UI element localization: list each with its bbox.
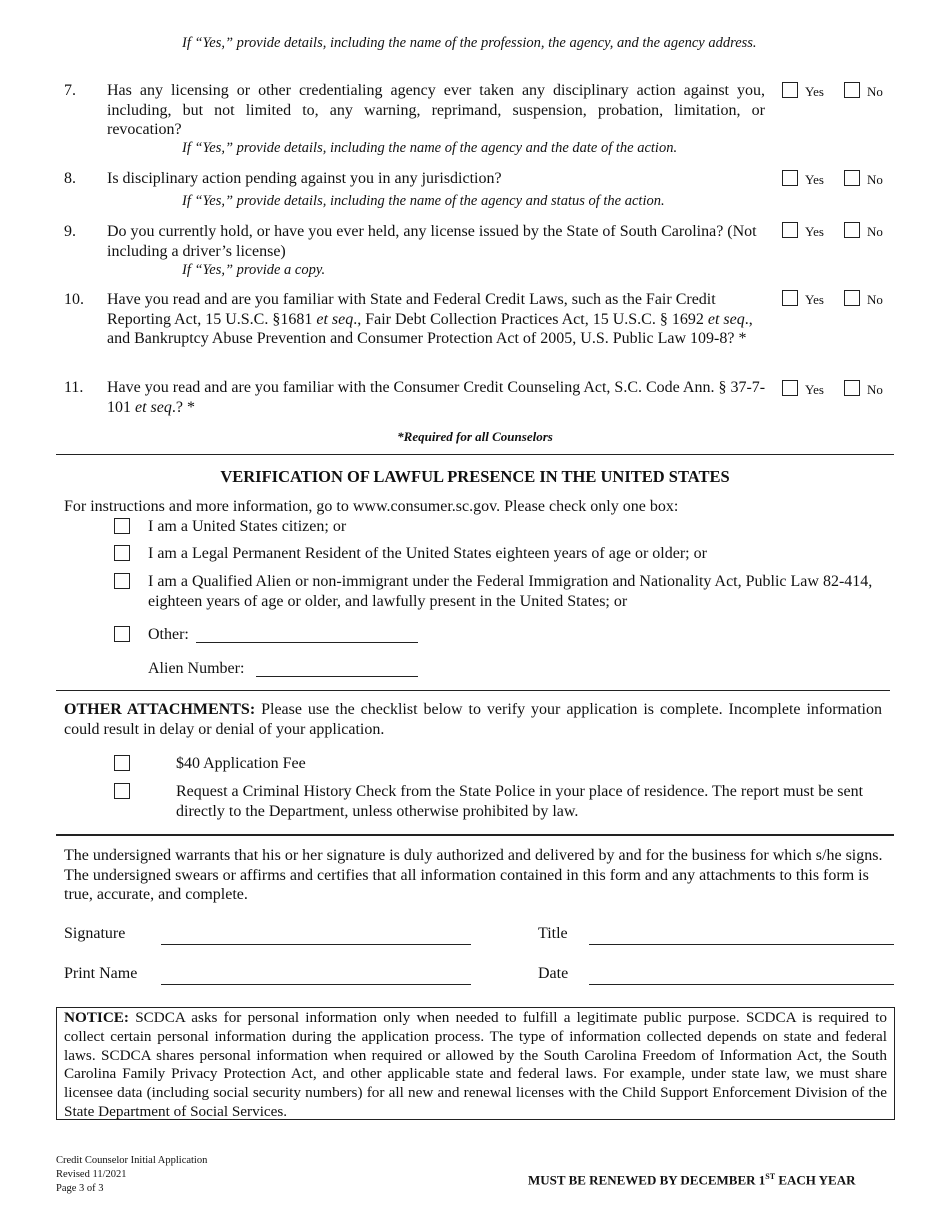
footer-revised: Revised 11/2021 bbox=[56, 1169, 127, 1180]
other-label: Other: bbox=[148, 626, 189, 643]
q10-yes-label: Yes bbox=[805, 292, 824, 307]
alien-number-input-line[interactable] bbox=[256, 676, 418, 677]
q6-detail: If “Yes,” provide details, including the name of the profession, the agency, and the agency address. bbox=[182, 35, 757, 51]
verification-heading: VERIFICATION OF LAWFUL PRESENCE IN THE UNITED STATES bbox=[220, 467, 730, 486]
q10-number: 10. bbox=[64, 291, 84, 308]
q11-yes-label: Yes bbox=[805, 382, 824, 397]
q9-text: Do you currently hold, or have you ever held, any license issued by the State of South Carolina? (Not including a driver’s license) bbox=[107, 223, 757, 260]
signature-input-line[interactable] bbox=[161, 944, 471, 945]
q7-no-label: No bbox=[867, 84, 883, 99]
qualified-alien-checkbox[interactable] bbox=[114, 573, 130, 589]
title-label: Title bbox=[538, 925, 568, 942]
q8-yes-label: Yes bbox=[805, 172, 824, 187]
permanent-resident-option: I am a Legal Permanent Resident of the United States eighteen years of age or older; or bbox=[148, 545, 707, 562]
q11-no-label: No bbox=[867, 382, 883, 397]
warrant-text: The undersigned warrants that his or her signature is duly authorized and delivered by and for the business for which s/he signs. The undersigned swears or affirms and certifies that all information contained in this form and any attachments to this form is true, accurate, and complete. bbox=[64, 847, 883, 903]
footer-page: Page 3 of 3 bbox=[56, 1183, 104, 1194]
criminal-history-checkbox[interactable] bbox=[114, 783, 130, 799]
q8-detail: If “Yes,” provide details, including the name of the agency and status of the action. bbox=[182, 193, 665, 209]
other-checkbox[interactable] bbox=[114, 626, 130, 642]
footer-form-name: Credit Counselor Initial Application bbox=[56, 1155, 208, 1166]
required-note: *Required for all Counselors bbox=[397, 429, 553, 444]
q10-no-label: No bbox=[867, 292, 883, 307]
footer-left bbox=[56, 1154, 207, 1196]
q9-yes-checkbox[interactable] bbox=[782, 222, 798, 238]
date-input-line[interactable] bbox=[589, 984, 894, 985]
q7-yes-checkbox[interactable] bbox=[782, 82, 798, 98]
print-name-input-line[interactable] bbox=[161, 984, 471, 985]
application-fee-checkbox[interactable] bbox=[114, 755, 130, 771]
q11-no-checkbox[interactable] bbox=[844, 380, 860, 396]
q9-number: 9. bbox=[64, 223, 76, 240]
q7-detail: If “Yes,” provide details, including the name of the agency and the date of the action. bbox=[182, 140, 678, 156]
q7-text: Has any licensing or other credentialing agency ever taken any disciplinary action against you, including, but not limited to, any warning, reprimand, suspension, probation, limitation, or revocation? bbox=[107, 82, 765, 138]
divider bbox=[56, 834, 894, 836]
q7-no-checkbox[interactable] bbox=[844, 82, 860, 98]
q8-number: 8. bbox=[64, 170, 76, 187]
other-input-line[interactable] bbox=[196, 642, 418, 643]
renewal-notice: MUST BE RENEWED BY DECEMBER 1ST EACH YEAR bbox=[528, 1172, 856, 1188]
q10-text: Have you read and are you familiar with State and Federal Credit Laws, such as the Fair Credit Reporting Act, 15 U.S.C. §1681 et seq., Fair Debt Collection Practices Act, 15 U.S.C. § 1692 et seq., and Bankruptcy Abuse Prevention and Consumer Protection Act of 2005, U.S. Public Law 109-8? * bbox=[107, 291, 753, 347]
q9-yes-label: Yes bbox=[805, 224, 824, 239]
q7-number: 7. bbox=[64, 82, 76, 99]
print-name-label: Print Name bbox=[64, 965, 138, 982]
q8-no-label: No bbox=[867, 172, 883, 187]
divider bbox=[56, 690, 890, 691]
attachments-intro: OTHER ATTACHMENTS: Please use the checklist below to verify your application is complete. Incomplete information could result in delay or denial of your application. bbox=[64, 701, 882, 738]
citizen-option: I am a United States citizen; or bbox=[148, 518, 347, 535]
criminal-history-item: Request a Criminal History Check from the State Police in your place of residence. The report must be sent directly to the Department, unless otherwise prohibited by law. bbox=[176, 783, 864, 820]
q9-no-checkbox[interactable] bbox=[844, 222, 860, 238]
q9-no-label: No bbox=[867, 224, 883, 239]
notice-text: NOTICE: SCDCA asks for personal information only when needed to fulfill a legitimate public purpose. SCDCA is required to collect certain personal information during the application process. The type of information collected depends on state and federal laws. SCDCA shares personal information when required or allowed by the South Carolina Freedom of Information Act, the South Carolina Family Privacy Protection Act, and other applicable state and federal laws. For example, under state law, we must share licensee data (including social security numbers) for all new and renewal licenses with the Child Support Enforcement Division of the State Department of Social Services. bbox=[64, 1009, 887, 1120]
q7-yes-label: Yes bbox=[805, 84, 824, 99]
alien-number-label: Alien Number: bbox=[148, 660, 245, 677]
q11-text: Have you read and are you familiar with the Consumer Credit Counseling Act, S.C. Code Ann. § 37-7-101 et seq.? * bbox=[107, 379, 766, 416]
qualified-alien-option: I am a Qualified Alien or non-immigrant under the Federal Immigration and Nationality Act, Public Law 82-414, eighteen years of age or older, and lawfully present in the United States; or bbox=[148, 573, 873, 610]
verification-instructions: For instructions and more information, go to www.consumer.sc.gov. Please check only one box: bbox=[64, 498, 679, 515]
q10-no-checkbox[interactable] bbox=[844, 290, 860, 306]
application-fee-item: $40 Application Fee bbox=[176, 755, 306, 772]
q11-number: 11. bbox=[64, 379, 84, 396]
permanent-resident-checkbox[interactable] bbox=[114, 545, 130, 561]
signature-label: Signature bbox=[64, 925, 126, 942]
q8-no-checkbox[interactable] bbox=[844, 170, 860, 186]
divider bbox=[56, 454, 894, 455]
q8-yes-checkbox[interactable] bbox=[782, 170, 798, 186]
q9-detail: If “Yes,” provide a copy. bbox=[182, 262, 326, 278]
title-input-line[interactable] bbox=[589, 944, 894, 945]
q8-text: Is disciplinary action pending against you in any jurisdiction? bbox=[107, 170, 502, 187]
date-label: Date bbox=[538, 965, 569, 982]
q10-yes-checkbox[interactable] bbox=[782, 290, 798, 306]
q11-yes-checkbox[interactable] bbox=[782, 380, 798, 396]
citizen-checkbox[interactable] bbox=[114, 518, 130, 534]
notice-box bbox=[56, 1007, 895, 1120]
